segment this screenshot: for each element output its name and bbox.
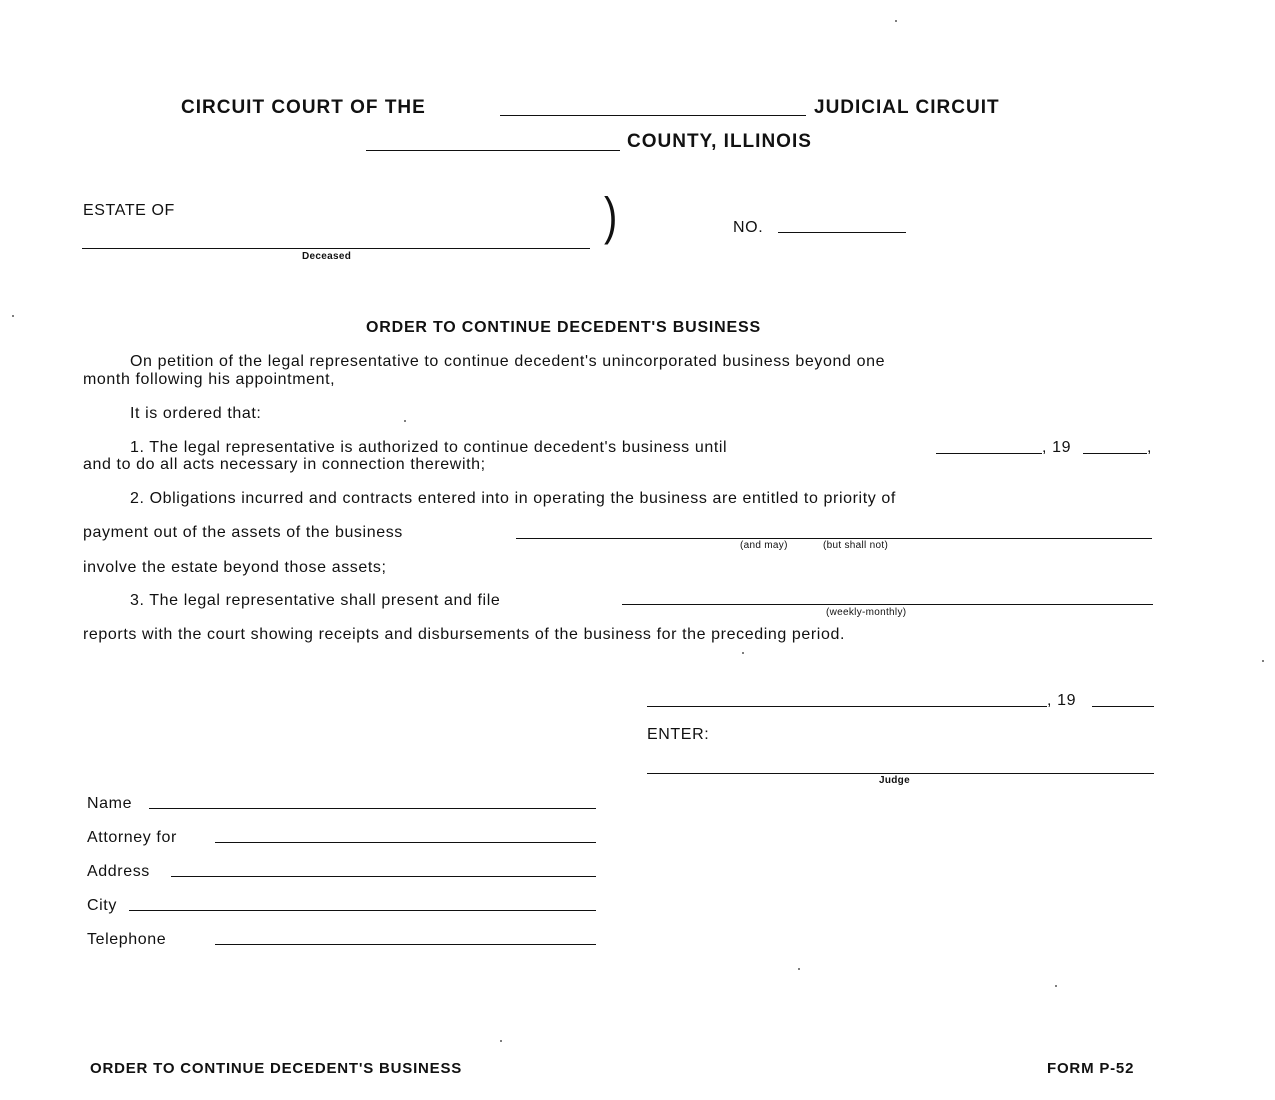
estate-of-label: ESTATE OF [83,202,175,219]
item-3-line-2: reports with the court showing receipts and disbursements of the business for the preceding period. [83,626,846,643]
footer-title: ORDER TO CONTINUE DECEDENT'S BUSINESS [90,1060,463,1077]
item-1-year-suffix: , [1147,439,1153,456]
document-title: ORDER TO CONTINUE DECEDENT'S BUSINESS [366,319,761,336]
priority-option-field[interactable] [516,538,1152,539]
attorney-for-field[interactable] [215,842,596,843]
county-field[interactable] [366,150,620,151]
item-3-line-1: 3. The legal representative shall present and file [130,592,501,609]
item-2-line-3: involve the estate beyond those assets; [83,559,387,576]
option-and-may: (and may) [740,540,788,551]
county-label: COUNTY, ILLINOIS [627,131,812,152]
scan-speck [895,20,897,22]
address-field[interactable] [171,876,596,877]
item-2-line-1: 2. Obligations incurred and contracts entered into in operating the business are entitled to priority of [130,490,896,507]
scan-speck [742,652,744,654]
judge-label: Judge [879,775,910,786]
scan-speck [798,968,800,970]
address-label: Address [87,863,150,880]
item-2-line-2: payment out of the assets of the business [83,524,403,541]
court-header-suffix: JUDICIAL CIRCUIT [814,97,1000,118]
item-1-line-2: and to do all acts necessary in connection therewith; [83,456,486,473]
city-field[interactable] [129,910,596,911]
item-1-line-1: 1. The legal representative is authorized to continue decedent's business until [130,439,728,456]
circuit-number-field[interactable] [500,115,806,116]
scan-speck [1055,985,1057,987]
continue-until-year-field[interactable] [1083,453,1147,454]
report-frequency-field[interactable] [622,604,1153,605]
case-number-field[interactable] [778,232,906,233]
telephone-field[interactable] [215,944,596,945]
deceased-label: Deceased [302,251,352,262]
order-year-field[interactable] [1092,706,1154,707]
intro-line-2: month following his appointment, [83,371,336,388]
item-1-year-prefix: , 19 [1042,439,1072,456]
city-label: City [87,897,117,914]
continue-until-date-field[interactable] [936,453,1042,454]
signature-year-prefix: , 19 [1047,692,1077,709]
telephone-label: Telephone [87,931,167,948]
caption-brace: ) [604,188,618,246]
enter-label: ENTER: [647,726,710,743]
scan-speck [404,420,406,422]
ordered-text: It is ordered that: [130,405,262,422]
scan-speck [500,1040,502,1042]
attorney-for-label: Attorney for [87,829,177,846]
form-number: FORM P-52 [1047,1060,1135,1077]
option-but-shall-not: (but shall not) [823,540,889,551]
attorney-name-field[interactable] [149,808,596,809]
intro-line-1: On petition of the legal representative to continue decedent's unincorporated business beyond one [130,353,886,370]
attorney-name-label: Name [87,795,133,812]
judge-signature-field[interactable] [647,773,1154,774]
scan-speck [1262,660,1264,662]
decedent-name-field[interactable] [82,248,590,249]
court-header-prefix: CIRCUIT COURT OF THE [181,97,426,118]
case-number-label: NO. [733,219,764,236]
order-date-field[interactable] [647,706,1047,707]
weekly-monthly-label: (weekly-monthly) [826,607,907,618]
scan-speck [12,315,14,317]
